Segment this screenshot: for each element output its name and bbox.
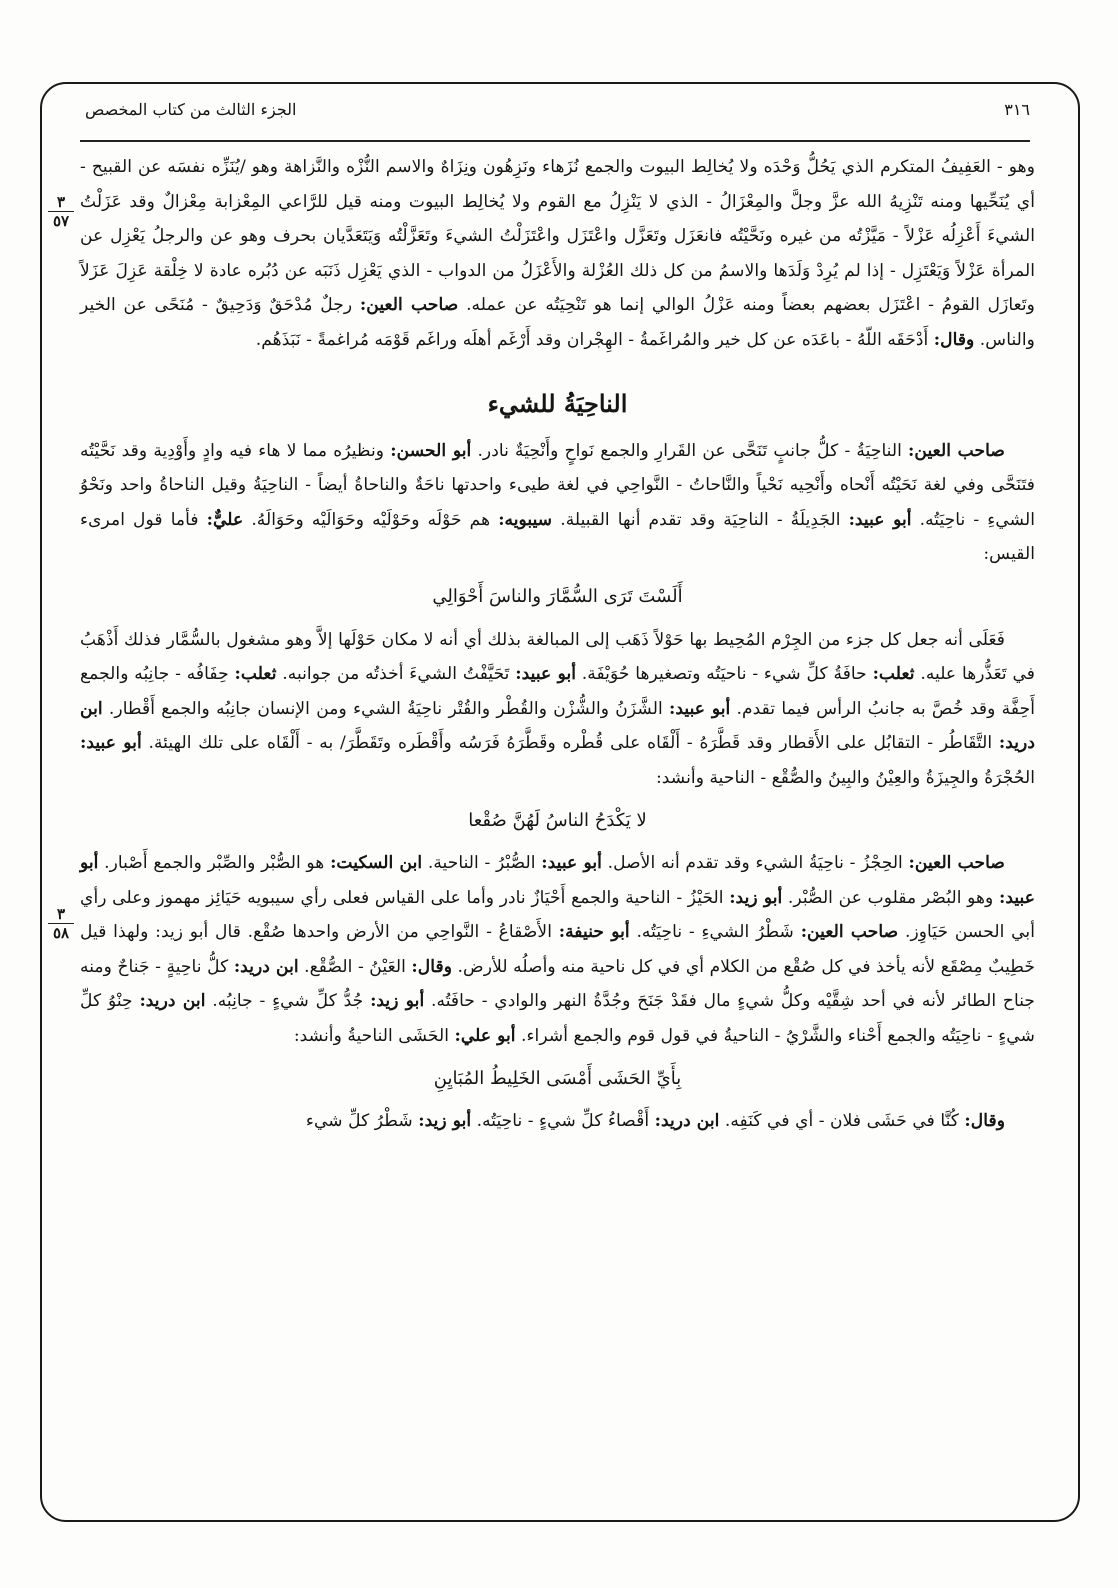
- body-paragraph: فَعَلَى أنه جعل كل جزء من الجِرْم المُحِيط بها حَوْلاً ذَهَب إلى المبالغة بذلك أي أنه لا مكان حَوْلَها إلاَّ وهو مشغول بالسُّمَّار فذلك أَذْهَبُ في تَعَذُّرها عليه. ثعلب: حافَةُ كلِّ شيء - ناحيَتُه وتصغيرها حُوَيْفَة. أبو عبيد: تَحَيَّفْتُ الشيءَ أخذتُه من جوانبه. ثعلب: حِفَافُه - جانِبُه والجمع أَحِفَّة وقد خُصَّ به جانبُ الرأس فيما تقدم. أبو عبيد: الشَّزَنُ والشُّزْن والقُطْر والقُتْر ناحِيَةُ الشيء ومن الإنسان جانِبُه والجمع أَقْطار. ابن دريد: التَّقَاطُر - التقابُل على الأَقطار وقد قَطَّرَهُ - أَلْقَاه على قُطْره وقَطَّرَهُ فَرَسُه وأَقْطَره وتَقَطَّرَ/ به - أَلْقَاه على تلك الهيئة. أبو عبيد: الحُجْرَةُ والجِيزَةُ والعِيْنُ والبِينُ والصُّقْع - الناحية وأنشد:: [80, 629, 1035, 788]
- margin-page: ٥٨: [52, 924, 70, 942]
- margin-volume: ٣: [56, 193, 66, 211]
- margin-page: ٥٧: [52, 212, 70, 230]
- margin-reference: [44, 906, 78, 941]
- page-number: ٣١٦: [1004, 99, 1030, 119]
- margin-volume: ٣: [56, 905, 66, 923]
- book-title: الجزء الثالث من كتاب المخصص: [85, 99, 297, 119]
- intro-paragraph: وهو - العَفِيفُ المتكرم الذي يَحُلُّ وَحْدَه ولا يُخالِط البيوت والجمع نُزَهاء ونَزِهُون ونِزَاهٌ والاسم النُّزْه والنَّزاهة وهو /يُنَزِّه نفسَه عن القبيح - أي يُنَحِّيها ومنه تَنْزِيهُ الله عزَّ وجلَّ والمِعْزَالُ - الذي لا يَنْزِلُ مع القوم ولا يُخالِط البيوت ومنه قيل للرَّاعي المِعْزابة مِعْزالٌ وقد عَزَلْتُ الشيءَ أَعْزِلُه عَزْلاً - مَيَّزْتُه من غيره ونَحَّيْتُه فانعَزَل وتَعَزَّل واعْتَزَل واعْتَزَلْتُ الشيءَ وتَعَزَّلْتُه وَيَتَعَدَّيان بحرف وهو عن والرجلُ يَعْزِل عن المرأة عَزْلاً وَيَعْتَزِل - إذا لم يُرِدْ وَلَدَها والاسمُ من كل ذلك العُزْلة والأَعْزَلُ من الدواب - الذي يَعْزِل ذَنَبَه عن دُبُره عادة لا خِلْقة عَزِلَ عَزَلاً وتَعازَل القومُ - اعْتَزَل بعضهم بعضاً ومنه عَزْلُ الوالي إنما هو تَنْحِيَتُه عن عمله. صاحب العين: رجلٌ مُدْحَقٌ وَدَحِيقٌ - مُنَحًى عن الخير والناس. وقال: أَدْحَقَه اللّهُ - باعَدَه عن كل خير والمُراغَمةُ - الهِجْران وقد أَرْغَم أهلَه وراغَم قَوْمَه مُراغمةً - نَبَذَهُم.: [80, 157, 1035, 350]
- page-body: [80, 150, 1035, 1139]
- body-paragraph: صاحب العين: الحِجْزُ - ناحِيَةُ الشيء وقد تقدم أنه الأصل. أبو عبيد: الصُّبْرُ - الناحية. ابن السكيت: هو الصُّبْر والصِّبْر والجمع أَصْبار. أبو عبيد: وهو البُصْر مقلوب عن الصُّبْر. أبو زيد: الحَيْزُ - الناحية والجمع أَحْيَازٌ نادر وأما على القياس فعلى رأي سيبويه حَيَائِز مهموز وعلى رأي أبي الحسن حَيَاوِز. صاحب العين: شَطْرُ الشيءِ - ناحِيَتُه. أبو حنيفة: الأَصْقاعُ - النَّواحِي من الأرض واحدها صُقْع. قال أبو زيد: ولهذا قيل خَطِيبٌ مِصْقَع لأنه يأخذ في كل صُقْع من الكلام أي في كل ناحية منه وأصلُه للأرض. وقال: العَيْنُ - الصُّقْع. ابن دريد: كلُّ ناحِيةٍ - جَناحٌ ومنه جناح الطائر لأنه في أحد شِقَّيْه وكلُّ شيءٍ مال فقَدْ جَنَحَ وجُدَّةُ النهر والوادي - حافَتُه. أبو زيد: جُدُّ كلِّ شيءٍ - جانِبُه. ابن دريد: حِنْوُ كلِّ شيءٍ - ناحِيَتُه والجمع أَحْناء والشَّرْيُ - الناحيةُ في قول قوم والجمع أشراء. أبو علي: الحَشَى الناحيةُ وأنشد:: [80, 853, 1036, 1047]
- section-title: الناحِيَةُ للشيء: [487, 388, 628, 418]
- header-divider: [80, 140, 1030, 142]
- poetry-verse: لا يَكْدَحُ الناسُ لَهُنَّ صُقْعا: [468, 809, 647, 831]
- poetry-verse: أَلَسْتَ تَرَى السُّمَّارَ والناسَ أَحْوَالِي: [432, 585, 683, 607]
- body-paragraph: وقال: كُنَّا في حَشَى فلان - أي في كَنَفِه. ابن دريد: أَقْصاءُ كلِّ شيءٍ - ناحِيَتُه. أبو زيد: شَطْرُ كلِّ شيء: [305, 1111, 1005, 1132]
- running-header: [85, 94, 1030, 124]
- margin-reference: [44, 194, 78, 229]
- body-paragraph: صاحب العين: الناحِيَةُ - كلُّ جانبٍ تَنَحَّى عن القَرارِ والجمع نَواحٍ وأَنْحِيَةٌ نادر. أبو الحسن: ونظيرُه مما لا هاء فيه وادٍ وأَوْدِية وقد نَحَّيْتُه فتَنَحَّى وفي لغة نَحَيْتُه أَنْحاه وأَنْحِيه نَحْياً والنَّاحاتُ - النَّواحِي في لغة طيىء واحدتها ناحَةٌ والناحاةُ أيضاً - الناحِيَةُ وقيل الناحاةُ واحد ونَحْوُ الشيءِ - ناحِيَتُه. أبو عبيد: الجَدِيلَةُ - الناحِيَة وقد تقدم أنها القبيلة. سيبويه: هم حَوْلَه وحَوْلَيْه وحَوَالَيْه وحَوَالَهُ. عليٌّ: فأما قول امرىء القيس:: [80, 440, 1035, 565]
- poetry-verse: بِأَيِّ الحَشَى أَمْسَى الخَلِيطُ المُبَايِنِ: [433, 1067, 682, 1089]
